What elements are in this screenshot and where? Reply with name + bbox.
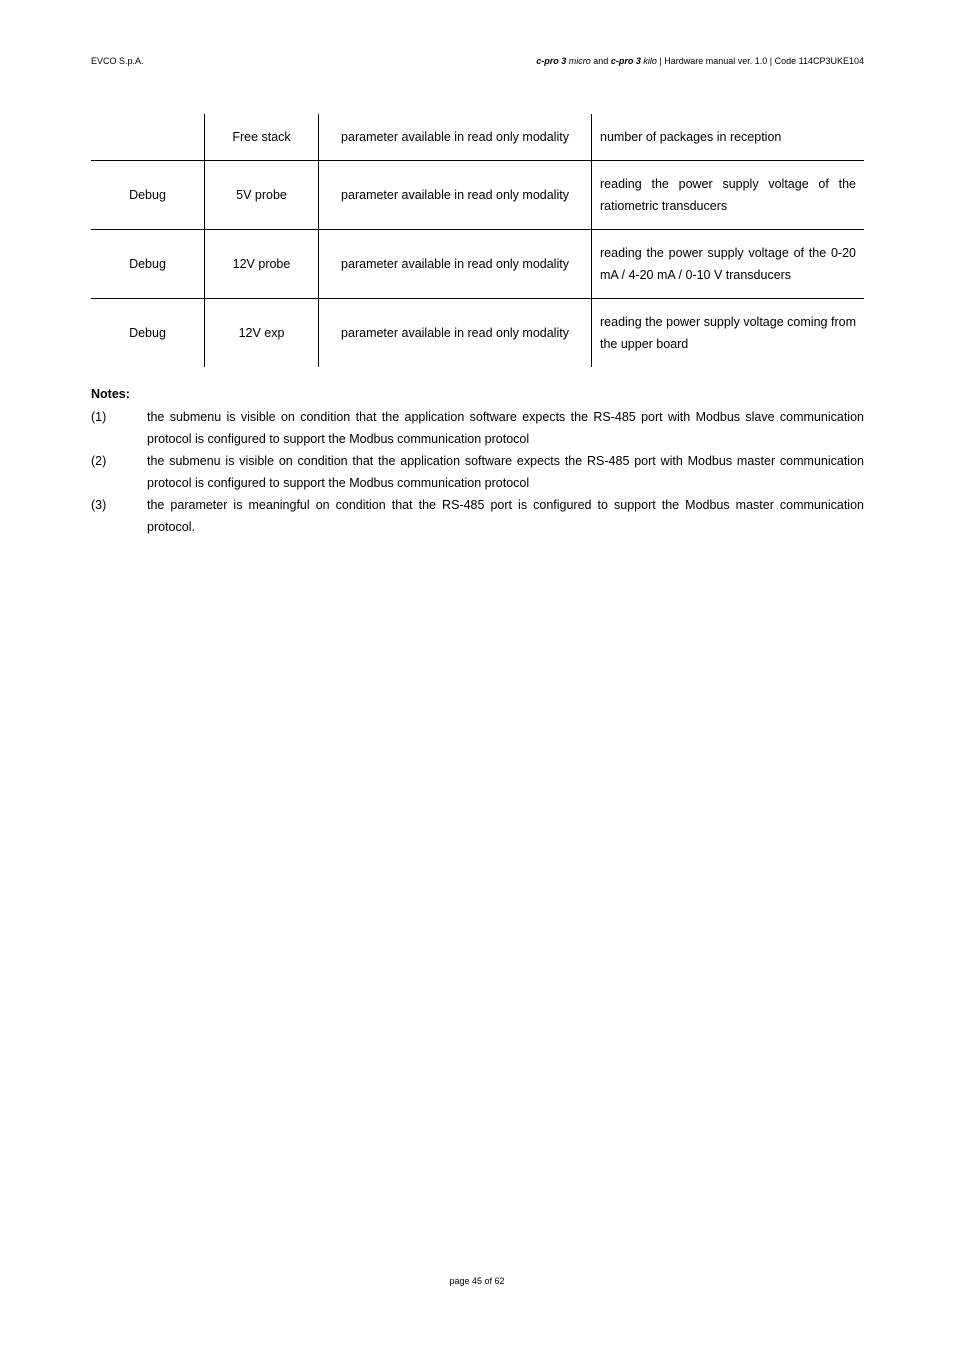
cell-description: reading the power supply voltage of the ratiometric transducers [592, 160, 865, 229]
cell-access: parameter available in read only modality [319, 160, 592, 229]
note-text: the parameter is meaningful on condition that the RS-485 port is configured to support the Modbus master communication protocol. [147, 498, 864, 534]
cell-access: parameter available in read only modality [319, 114, 592, 160]
header-document-title [536, 56, 864, 66]
cell-menu [91, 114, 205, 160]
table-row [91, 160, 864, 229]
note-number: (1) [91, 410, 107, 424]
page-number: page 45 of 62 [449, 1276, 505, 1286]
header-product-1: c-pro 3 [536, 56, 567, 66]
note-item [91, 406, 864, 450]
notes-heading: Notes: [91, 387, 130, 401]
cell-menu: Debug [91, 298, 205, 367]
table-row [91, 298, 864, 367]
note-number: (2) [91, 454, 107, 468]
parameters-table [91, 114, 864, 367]
note-item [91, 494, 864, 538]
header-company: EVCO S.p.A. [91, 56, 144, 66]
cell-parameter: 5V probe [205, 160, 319, 229]
table-row [91, 229, 864, 298]
header-product-2-suffix: kilo [643, 56, 657, 66]
cell-description: number of packages in reception [592, 114, 865, 160]
header-product-2: c-pro 3 [610, 56, 641, 66]
note-number: (3) [91, 498, 107, 512]
header-manual-info: | Hardware manual ver. 1.0 | Code 114CP3UKE104 [659, 56, 864, 66]
cell-description: reading the power supply voltage of the 0-20 mA / 4-20 mA / 0-10 V transducers [592, 229, 865, 298]
header-product-1-suffix: micro [568, 56, 591, 66]
cell-access: parameter available in read only modality [319, 298, 592, 367]
cell-access: parameter available in read only modality [319, 229, 592, 298]
cell-parameter: 12V exp [205, 298, 319, 367]
cell-description: reading the power supply voltage coming from the upper board [592, 298, 865, 367]
note-item [91, 450, 864, 494]
cell-menu: Debug [91, 160, 205, 229]
note-text: the submenu is visible on condition that the application software expects the RS-485 port with Modbus master communication protocol is configured to support the Modbus communication protocol [147, 454, 864, 490]
note-text: the submenu is visible on condition that the application software expects the RS-485 port with Modbus slave communication protocol is configured to support the Modbus communication protocol [147, 410, 864, 446]
cell-parameter: Free stack [205, 114, 319, 160]
table-row [91, 114, 864, 160]
cell-menu: Debug [91, 229, 205, 298]
header-and: and [593, 56, 609, 66]
cell-parameter: 12V probe [205, 229, 319, 298]
